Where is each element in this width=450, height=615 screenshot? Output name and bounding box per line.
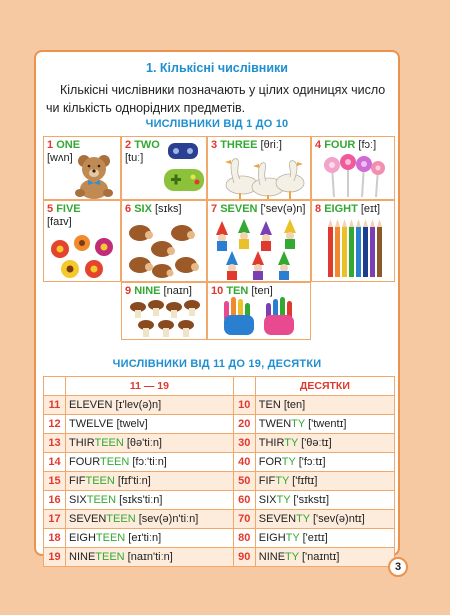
ten-word-base: EIGH [258,532,286,544]
table-header-row [44,377,395,396]
ten-number: 30 [233,434,255,453]
hands-icon [220,297,300,339]
teen-word-cell [66,548,234,567]
table-row [44,453,395,472]
page-title: 1. Кількісні числівники [146,61,288,75]
ten-transcription: ['sev(ə)ntɪ] [309,513,365,525]
header-tens: ДЕСЯТКИ [255,377,394,396]
header-teens: 11 — 19 [66,377,234,396]
ten-word-cell [255,491,394,510]
teen-word-cell [66,472,234,491]
table-row [44,434,395,453]
lollipops-icon [322,153,388,199]
ten-transcription: ['twentɪ] [305,418,347,430]
teen-word-base: EIGH [69,532,96,544]
ten-number: 70 [233,510,255,529]
teen-word-base: SEVEN [69,513,107,525]
number-card-9: 9 NINE [naɪn] [121,282,207,340]
ten-word-suffix: TY [296,513,310,525]
ten-word-cell [255,548,394,567]
teen-word-base: FIF [69,475,86,487]
gnomes-icon [214,217,306,281]
mushrooms-icon [128,299,204,339]
section1-title: ЧИСЛІВНИКИ ВІД 1 ДО 10 [145,118,289,130]
table-row [44,415,395,434]
teen-word-base: FOUR [69,456,100,468]
teen-word-cell [66,434,234,453]
ten-word-cell [255,529,394,548]
teen-word-cell [66,396,234,415]
teen-number: 18 [44,529,66,548]
teen-word-suffix: TEEN [106,513,136,525]
ten-word-base: NINE [258,551,286,563]
ten-word-base: SIX [258,494,277,506]
ten-transcription: [ten] [280,399,306,411]
teen-transcription: [sɪks'tiːn] [116,494,163,506]
teen-word-suffix: TEEN [94,437,124,449]
ten-word-base: FIF [258,475,276,487]
teen-transcription: [ɪ'lev(ə)n] [112,399,162,411]
teen-word-suffix: TEEN [86,494,117,506]
teen-word-base: SIX [69,494,87,506]
ten-word-suffix: TY [276,494,291,506]
ten-word-base: THIR [258,437,285,449]
ten-transcription: ['naɪntɪ] [298,551,340,563]
teen-word-cell [66,453,234,472]
ten-word-cell [255,510,394,529]
teen-transcription: [fɪf'tiːn] [114,475,151,487]
teen-number: 13 [44,434,66,453]
teen-word-base: ELEVEN [69,399,113,411]
ten-number: 10 [233,396,255,415]
number-card-10: 10 TEN [ten] [207,282,311,340]
ten-word-base: TWEN [258,418,292,430]
ten-number: 20 [233,415,255,434]
numbers-table [43,376,395,567]
ten-word-suffix: TY [275,475,290,487]
teen-number: 15 [44,472,66,491]
teen-transcription: [eɪ'tiːn] [125,532,162,544]
number-card-3: 3 THREE [θriː] [207,136,311,200]
teen-word-suffix: TEEN [95,551,125,563]
ten-word-cell [255,472,394,491]
teen-word-suffix: TEEN [99,456,130,468]
ten-word-suffix: TY [285,532,300,544]
ten-transcription: ['θəːtɪ] [298,437,332,449]
ten-word-cell [255,434,394,453]
teen-word-base: NINE [69,551,96,563]
ten-word-cell [255,415,394,434]
page-number: 3 [388,557,408,577]
teen-transcription: [sev(ə)n'tiːn] [135,513,199,525]
teddy-bear-icon [70,153,118,199]
ten-number: 90 [233,548,255,567]
teen-number: 14 [44,453,66,472]
teen-word-cell [66,415,234,434]
section2-title: ЧИСЛІВНИКИ ВІД 11 ДО 19, ДЕСЯТКИ [112,358,322,370]
ten-word-suffix: TY [285,551,299,563]
table-row [44,529,395,548]
table-row [44,510,395,529]
ten-word-suffix: TY [281,456,296,468]
geese-icon [220,153,306,199]
ten-word-suffix: TY [291,418,306,430]
number-card-1: 1 ONE [wʌn] [43,136,121,200]
ten-transcription: ['eɪtɪ] [299,532,328,544]
teen-number: 17 [44,510,66,529]
flowers-icon [48,233,120,281]
ten-transcription: ['fɔːtɪ] [295,456,326,468]
teen-word-base: THIR [69,437,95,449]
ten-word-cell [255,396,394,415]
number-card-2: 2 TWO [tuː] [121,136,207,200]
ten-transcription: ['fɪftɪ] [289,475,318,487]
table-row [44,472,395,491]
gamepad-icon [162,141,206,199]
ten-word-base: FOR [258,456,282,468]
teen-number: 19 [44,548,66,567]
header-spacer-right [233,377,255,396]
ten-number: 40 [233,453,255,472]
ten-word-base: SEVEN [258,513,297,525]
pencils-icon [326,219,386,281]
teen-word-cell [66,510,234,529]
ten-transcription: ['sɪkstɪ] [290,494,330,506]
table-row [44,548,395,567]
teen-transcription: [θə'tiːn] [123,437,162,449]
number-card-4: 4 FOUR [fɔː] [311,136,395,200]
table-row [44,396,395,415]
number-card-6: 6 SIX [sɪks] [121,200,207,282]
header-spacer-left [44,377,66,396]
ten-word-cell [255,453,394,472]
teen-word-cell [66,529,234,548]
teen-word-base: TWELVE [69,418,114,430]
ten-number: 60 [233,491,255,510]
teen-word-suffix: TEEN [85,475,115,487]
teen-transcription: [twelv] [113,418,148,430]
ten-number: 80 [233,529,255,548]
ten-word-suffix: TY [284,437,299,449]
page-card [34,50,400,563]
ten-number: 50 [233,472,255,491]
table-row [44,491,395,510]
number-card-8: 8 EIGHT [eɪt] [311,200,395,282]
teen-transcription: [fɔː'tiːn] [129,456,167,468]
ten-word-base: TEN [258,399,281,411]
teen-word-suffix: TEEN [95,532,126,544]
number-card-7: 7 SEVEN ['sev(ə)n] [207,200,311,282]
table-body [44,396,395,567]
number-card-5: 5 FIVE [faɪv] [43,200,121,282]
teen-number: 12 [44,415,66,434]
hedgehogs-icon [126,219,206,281]
teen-number: 16 [44,491,66,510]
intro-text: Кількісні числівники позначають у цілих одиницях число чи кількість однорідних предметів. [46,83,386,115]
teen-number: 11 [44,396,66,415]
teen-transcription: [naɪn'tiːn] [124,551,173,563]
teen-word-cell [66,491,234,510]
